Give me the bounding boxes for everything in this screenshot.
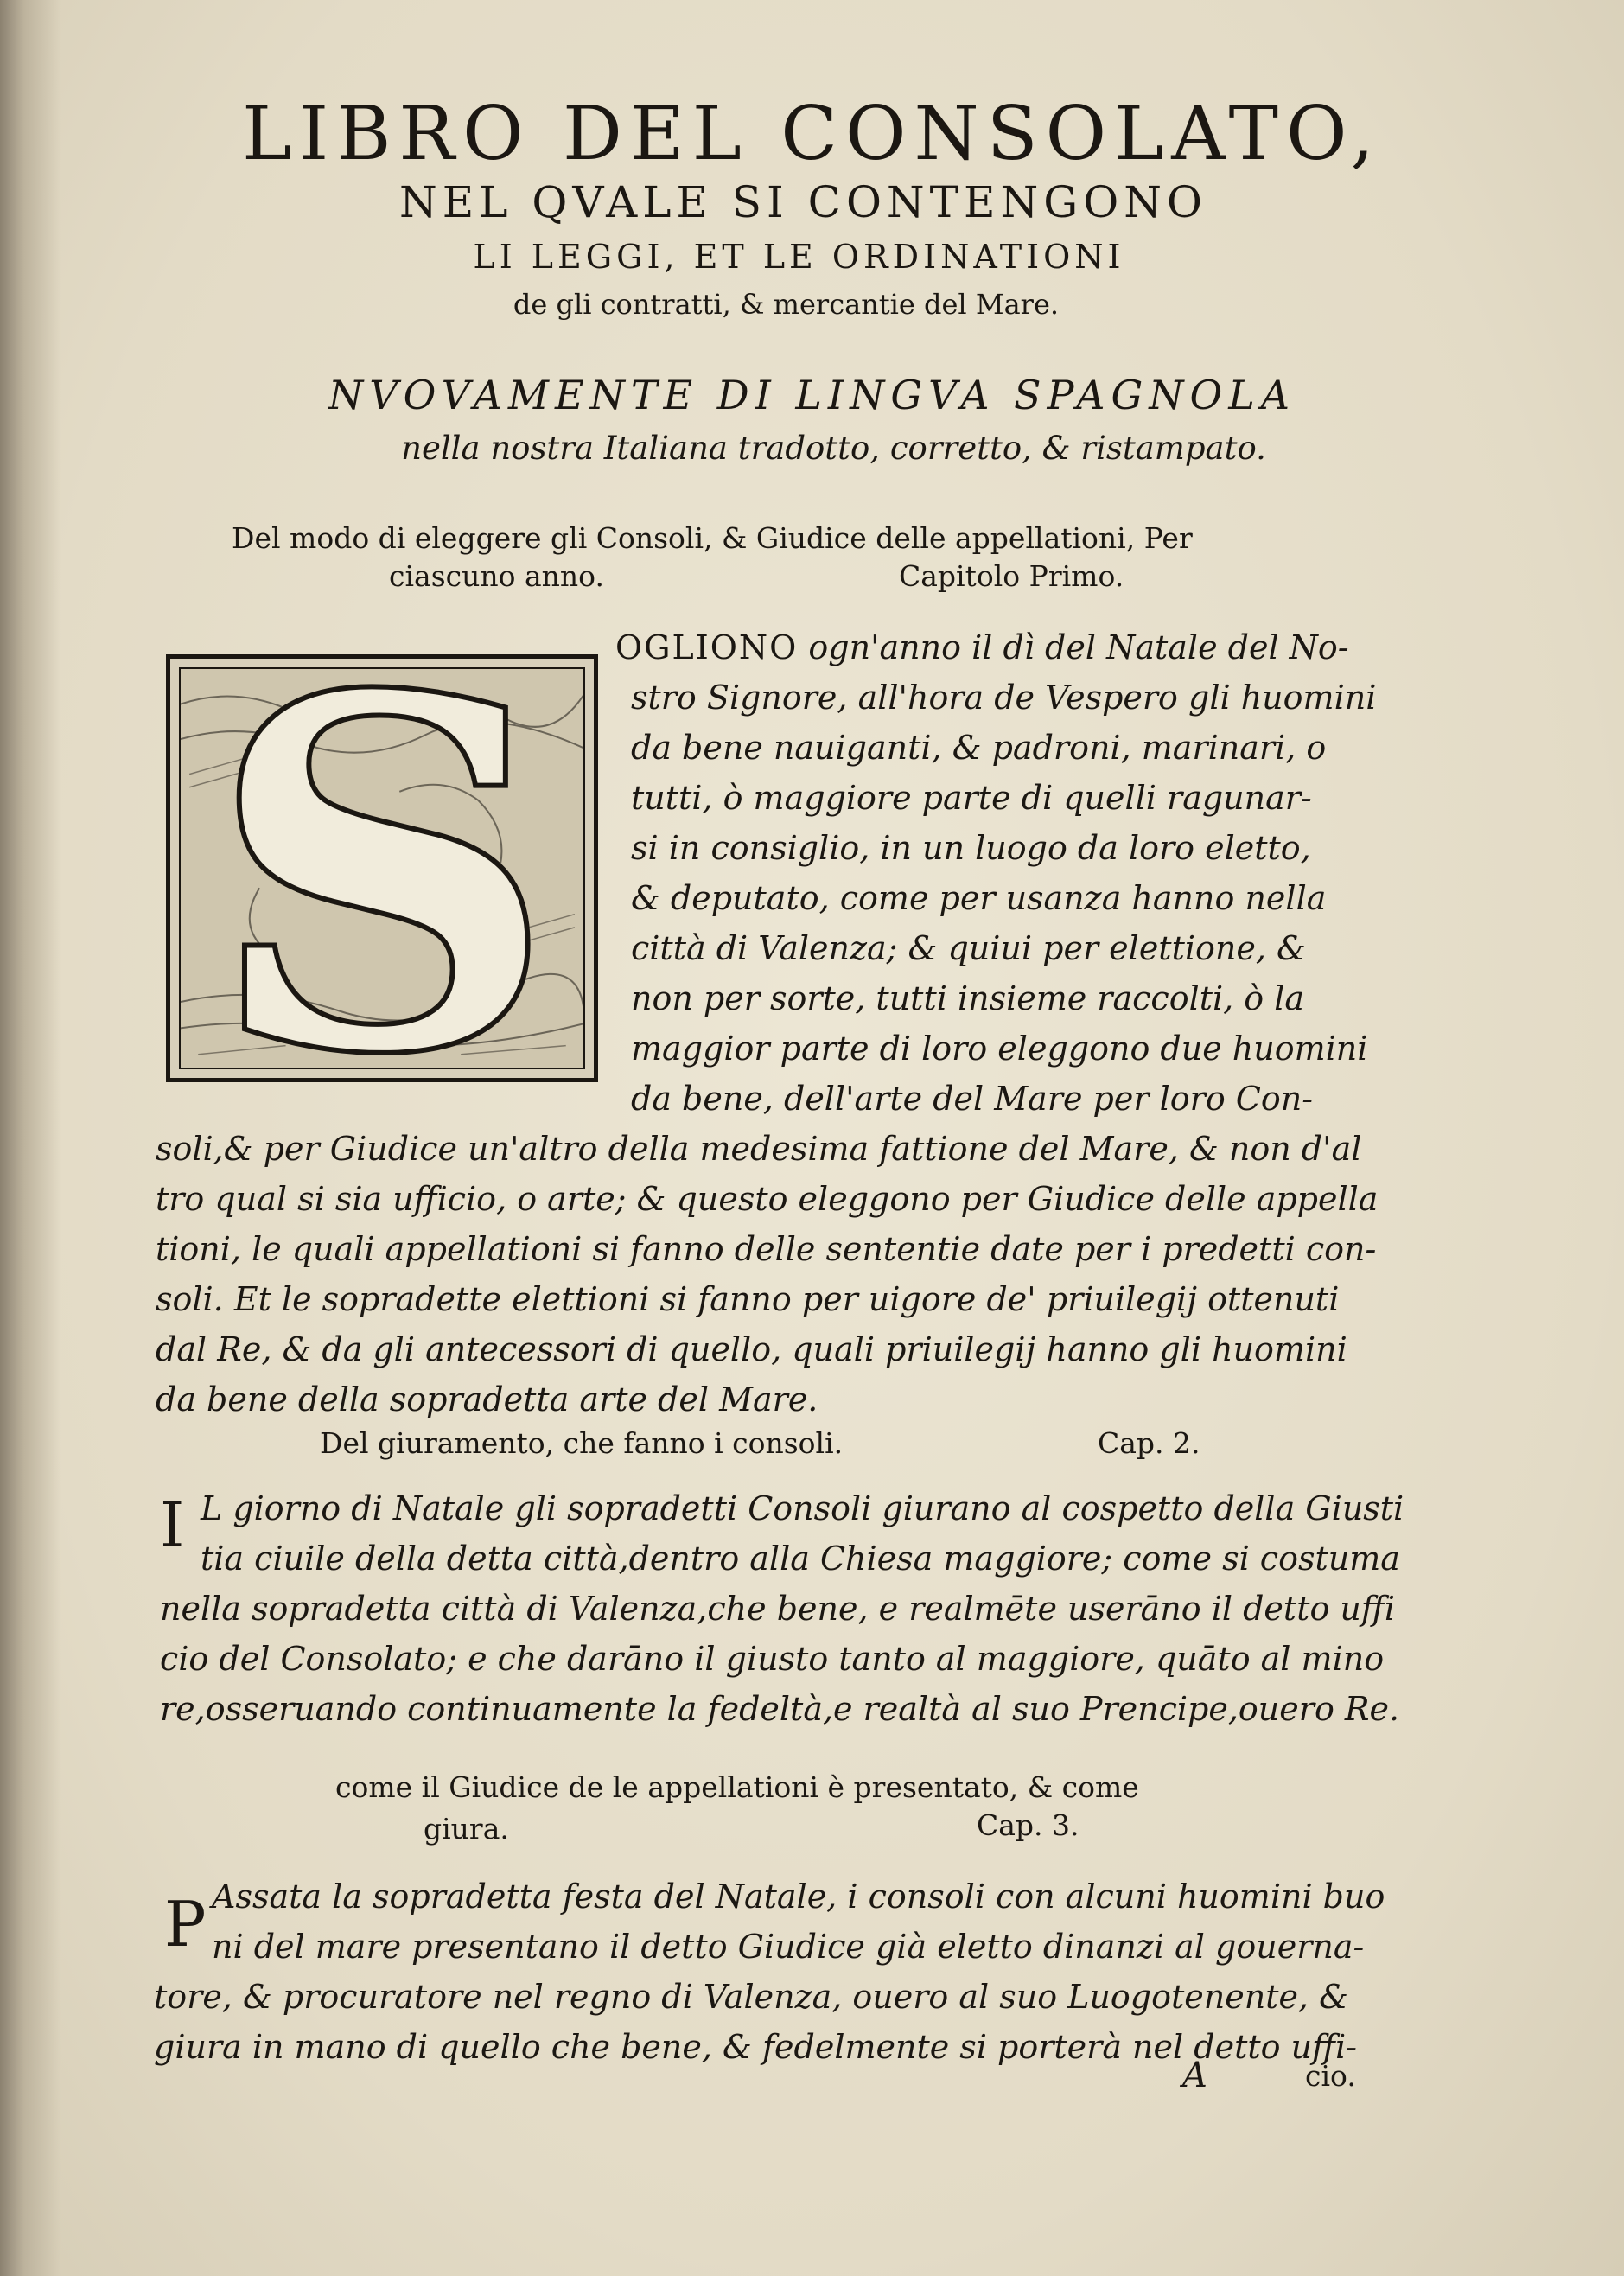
chapter-1-first-line <box>615 628 1349 666</box>
signature-mark: A <box>1182 2056 1207 2095</box>
decorated-initial-woodcut <box>166 654 598 1082</box>
chapter-3-cap: Cap. 3. <box>977 1808 1079 1842</box>
page-gutter-shadow <box>0 0 61 2276</box>
chapter-1-heading-line-1: Del modo di eleggere gli Consoli, & Giudice delle appellationi, Per <box>232 521 1193 555</box>
chapter-2-line-3: nella sopradetta città di Valenza,che bene, e realmēte userāno il detto uffi <box>160 1590 1395 1628</box>
chapter-3-line-1: Assata la sopradetta festa del Natale, i consoli con alcuni huomini buo <box>212 1878 1385 1916</box>
chapter-1-heading-line-2-right: Capitolo Primo. <box>899 559 1124 593</box>
chapter-3-line-4: giura in mano di quello che bene, & fedelmente si porterà nel detto uffi- <box>154 2028 1357 2066</box>
chapter-2-cap: Cap. 2. <box>1098 1426 1200 1460</box>
chapter-2-line-4: cio del Consolato; e che darāno il giusto tanto al maggiore, quāto al mino <box>160 1640 1385 1678</box>
subtitle-line-2: nella nostra Italiana tradotto, corretto, & ristampato. <box>401 430 1266 467</box>
chapter-1-heading-line-2-left: ciascuno anno. <box>389 559 604 593</box>
chapter-2-line-1: L giorno di Natale gli sopradetti Consoli giurano al cospetto della Giusti <box>201 1489 1404 1527</box>
chapter-1-first-word: OGLIONO <box>615 628 799 666</box>
chapter-3-line-3: tore, & procuratore nel regno di Valenza, ouero al suo Luogotenente, & <box>154 1978 1348 2016</box>
chapter-3-drop-cap: P <box>164 1888 207 1960</box>
chapter-1-line-16: da bene della sopradetta arte del Mare. <box>156 1380 818 1419</box>
initial-letter: S <box>207 667 557 1069</box>
chapter-2-heading: Del giuramento, che fanno i consoli. <box>320 1426 844 1460</box>
chapter-1-line-4: tutti, ò maggiore parte di quelli ragunar- <box>631 779 1312 817</box>
chapter-3-line-2: ni del mare presentano il detto Giudice già eletto dinanzi al gouerna- <box>212 1928 1365 1966</box>
chapter-1-line-13: tioni, le quali appellationi si fanno delle sententie date per i predetti con- <box>156 1230 1377 1268</box>
title-line-4: de gli contratti, & mercantie del Mare. <box>513 288 1060 321</box>
chapter-1-line-12: tro qual si sia ufficio, o arte; & questo eleggono per Giudice delle appella <box>156 1180 1379 1218</box>
title-line-3: LI LEGGI, ET LE ORDINATIONI <box>473 238 1125 276</box>
chapter-3-heading-line-1: come il Giudice de le appellationi è presentato, & come <box>335 1770 1139 1804</box>
chapter-1-line-6: & deputato, come per usanza hanno nella <box>631 879 1327 917</box>
chapter-1-line-3: da bene nauiganti, & padroni, marinari, o <box>631 729 1327 767</box>
chapter-2-line-5: re,osseruando continuamente la fedeltà,e realtà al suo Prencipe,ouero Re. <box>160 1690 1400 1728</box>
chapter-1-line-1: ogn'anno il dì del Natale del No- <box>808 628 1349 666</box>
chapter-2-line-2: tia ciuile della detta città,dentro alla Chiesa maggiore; come si costuma <box>201 1540 1400 1578</box>
chapter-1-line-10: da bene, dell'arte del Mare per loro Con- <box>631 1080 1314 1118</box>
title-line-2: NEL QVALE SI CONTENGONO <box>399 177 1207 227</box>
title-line-1: LIBRO DEL CONSOLATO, <box>242 91 1382 177</box>
chapter-1-line-7: città di Valenza; & quiui per elettione, & <box>631 929 1306 967</box>
chapter-1-line-2: stro Signore, all'hora de Vespero gli huomini <box>631 679 1377 717</box>
chapter-1-line-5: si in consiglio, in un luogo da loro eletto, <box>631 829 1311 867</box>
subtitle-line-1: NVOVAMENTE DI LINGVA SPAGNOLA <box>328 372 1296 418</box>
chapter-3-heading-line-2-left: giura. <box>424 1812 509 1846</box>
chapter-1-line-14: soli. Et le sopradette elettioni si fanno per uigore de' priuilegij ottenuti <box>156 1280 1340 1318</box>
chapter-1-line-9: maggior parte di loro eleggono due huomini <box>631 1030 1368 1068</box>
chapter-1-line-11: soli,& per Giudice un'altro della medesima fattione del Mare, & non d'al <box>156 1130 1362 1168</box>
chapter-1-line-15: dal Re, & da gli antecessori di quello, quali priuilegij hanno gli huomini <box>156 1330 1347 1368</box>
chapter-2-drop-cap: I <box>160 1489 185 1561</box>
woodcut-frame <box>179 667 585 1069</box>
chapter-1-line-8: non per sorte, tutti insieme raccolti, ò la <box>631 979 1305 1017</box>
catchword: cio. <box>1305 2059 1356 2093</box>
